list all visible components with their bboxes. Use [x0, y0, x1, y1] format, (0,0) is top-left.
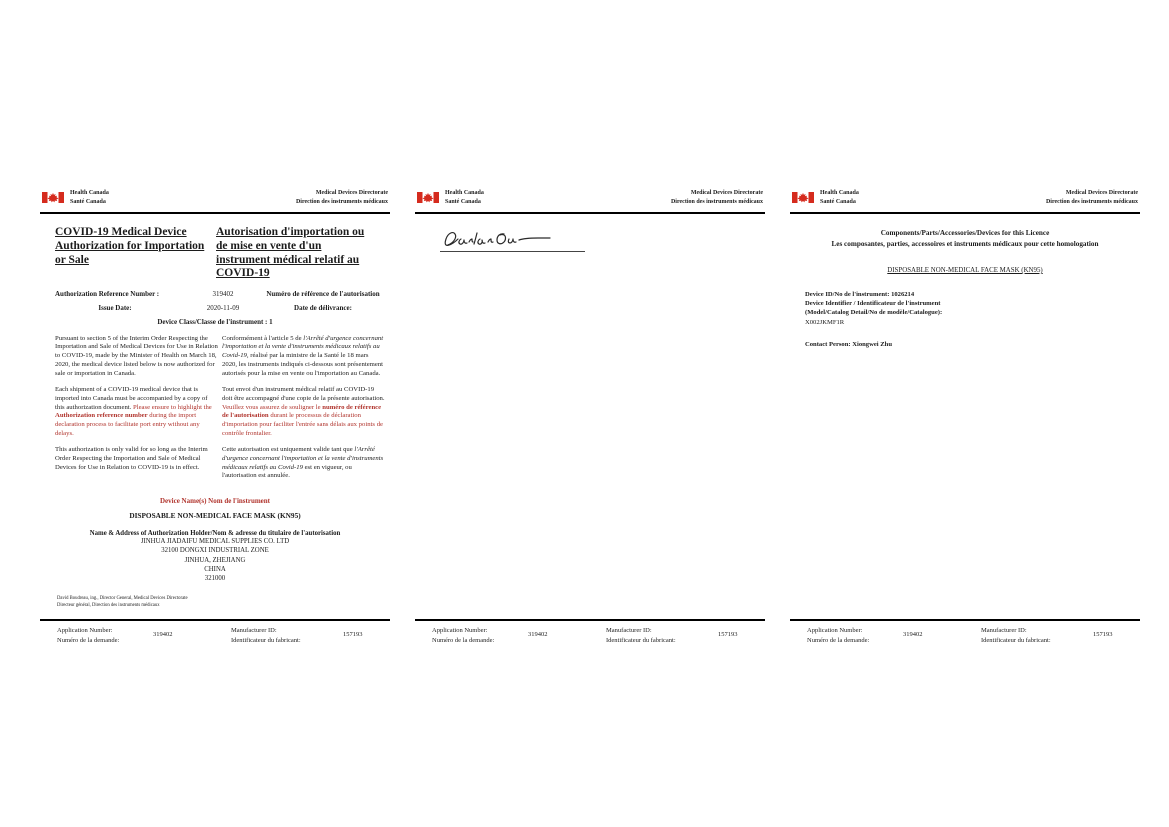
department-name — [70, 189, 109, 206]
model-label-line: (Model/Catalog Detail/No de modèle/Catalogue): — [805, 309, 943, 317]
directorate-name — [1046, 189, 1138, 206]
signing-officer-block — [40, 596, 390, 609]
application-number-value: 319402 — [903, 631, 923, 639]
contact-person-line: Contact Person: Xiongwei Zhu — [805, 340, 893, 348]
signing-officer-line-en: David Boudreau, ing., Director General, Medical Devices Directorate — [57, 596, 188, 602]
paragraph-fr-3: Cette autorisation est uniquement valide tant que l'Arrêté d'urgence concernant l'importation et la vente d'instruments médicaux relatifs au Covid-19 est en vigueur, ou l'autorisation est annulée. — [222, 445, 384, 480]
authorization-info — [40, 290, 390, 326]
device-identifier-line: Device Identifier / Identificateur de l'instrument — [805, 300, 941, 308]
paragraph-en-1: Pursuant to section 5 of the Interim Order Respecting the Importation and Sale of Medical Devices for Use in Relation to COVID-19, made by the Minister of Health on March 18, 2020, the medical device listed below is now authorized for sale or importation in Canada. — [55, 334, 218, 377]
holder-street: 32100 DONGXI INDUSTRIAL ZONE — [161, 547, 269, 555]
auth-ref-value: 319402 — [212, 289, 234, 298]
canada-flag-icon — [417, 192, 439, 203]
auth-ref-label-en: Authorization Reference Number : — [55, 289, 160, 298]
page2-footer — [415, 619, 765, 645]
device-name: DISPOSABLE NON-MEDICAL FACE MASK (KN95) — [129, 511, 301, 521]
model-value: X002JKMF1R — [805, 318, 845, 326]
holder-postal: 321000 — [204, 574, 226, 582]
manufacturer-id-label: Manufacturer ID: Identificateur du fabricant: — [231, 627, 301, 644]
component-device-name: DISPOSABLE NON-MEDICAL FACE MASK (KN95) — [887, 266, 1043, 274]
body-column-fr — [222, 335, 385, 489]
signature-image — [440, 227, 560, 251]
page1-footer — [40, 619, 390, 645]
directorate-name-en: Medical Devices Directorate — [690, 190, 763, 196]
application-number-label: Application Number: Numéro de la demande: — [57, 627, 120, 644]
page3-footer — [790, 619, 1140, 645]
paragraph-fr-1: Conformément à l'article 5 de l'Arrêté d'urgence concernant l'importation et la vente d'instruments médicaux relatifs au Covid-19, réalisé par la ministre de la Santé le 18 mars 2020, les instruments indiqués ci-dessous sont présentement autorisés pour la mise en vente ou l'importation au Canada. — [222, 334, 384, 377]
device-class-line: Device Class/Classe de l'instrument : 1 — [157, 317, 273, 326]
paragraph-en-3: This authorization is only valid for so long as the Interim Order Respecting the Importation and Sale of Medical Devices for Use in Relation to COVID-19 is in effect. — [55, 445, 208, 471]
manufacturer-id-label: Manufacturer ID: Identificateur du fabricant: — [606, 627, 676, 644]
directorate-name-fr: Direction des instruments médicaux — [670, 198, 763, 205]
body-text-columns — [40, 335, 390, 489]
manufacturer-id-value: 157193 — [343, 631, 363, 639]
issue-date-label-fr: Date de délivrance: — [294, 303, 352, 312]
department-name-en: Health Canada — [820, 190, 859, 196]
document-title-fr: Autorisation d'importation ou de mise en vente d'un instrument médical relatif au COVID-19 — [216, 226, 365, 280]
page2-header — [415, 185, 765, 214]
signature-line — [440, 227, 585, 252]
directorate-name — [296, 189, 388, 206]
page-authorization — [40, 185, 390, 645]
directorate-name-fr: Direction des instruments médicaux — [1045, 198, 1138, 205]
components-heading — [790, 228, 1140, 250]
department-name — [445, 189, 484, 206]
department-name — [820, 189, 859, 206]
application-number-label: Application Number: Numéro de la demande: — [807, 627, 870, 644]
page1-header — [40, 185, 390, 214]
department-name-fr: Santé Canada — [820, 198, 856, 205]
department-name-fr: Santé Canada — [445, 198, 481, 205]
directorate-name — [671, 189, 763, 206]
issue-date-row — [40, 304, 390, 312]
auth-ref-row — [40, 290, 390, 298]
department-name-en: Health Canada — [70, 190, 109, 196]
canada-flag-icon — [792, 192, 814, 203]
page-components — [790, 185, 1140, 645]
government-brand — [417, 189, 484, 206]
manufacturer-id-value: 157193 — [1093, 631, 1113, 639]
issue-date-value: 2020-11-09 — [206, 303, 240, 312]
directorate-name-en: Medical Devices Directorate — [315, 190, 388, 196]
holder-company: JINHUA JIADAIFU MEDICAL SUPPLIES CO. LTD — [140, 538, 290, 546]
device-detail-block — [790, 290, 1140, 327]
signing-officer-line-fr: Directeur général, Direction des instruments médicaux — [57, 602, 160, 608]
manufacturer-id-label: Manufacturer ID: Identificateur du fabricant: — [981, 627, 1051, 644]
page3-header — [790, 185, 1140, 214]
holder-country: CHINA — [204, 565, 226, 573]
issue-date-label-en: Issue Date: — [98, 303, 132, 312]
body-column-en — [55, 335, 218, 489]
components-heading-fr: Les composantes, parties, accessoires et instruments médicaux pour cette homologation — [831, 240, 1099, 249]
manufacturer-id-value: 157193 — [718, 631, 738, 639]
device-name-section-label: Device Name(s) Nom de l'instrument — [159, 497, 271, 506]
holder-city: JINHUA, ZHEJIANG — [184, 556, 246, 564]
paragraph-fr-2: Tout envoi d'un instrument médical relatif au COVID-19 doit être accompagné d'une copie de la présente autorisation. Veuillez vous assurez de souligner le numéro de référence de l'autorisation durant le processus de déclaration d'importation pour faciliter l'entrée sans délais aux points de contrôle frontalier. — [222, 385, 385, 438]
title-row — [40, 226, 390, 280]
device-id-line: Device ID/No de l'instrument: 1026214 — [805, 290, 915, 298]
government-brand — [42, 189, 109, 206]
holder-section-label: Name & Address of Authorization Holder/Nom & adresse du titulaire de l'autorisation — [89, 530, 341, 538]
paragraph-en-2: Each shipment of a COVID-19 medical device that is imported into Canada must be accompanied by a copy of this authorization document. Please ensure to highlight the Authorization reference number during the import declaration process to facilitate port entry without any delays. — [55, 385, 212, 438]
document-title-en: COVID-19 Medical Device Authorization for Importation or Sale — [55, 226, 205, 266]
auth-ref-label-fr: Numéro de référence de l'autorisation — [266, 289, 380, 298]
canada-flag-icon — [42, 192, 64, 203]
components-heading-en: Components/Parts/Accessories/Devices for this Licence — [880, 229, 1050, 238]
application-number-label: Application Number: Numéro de la demande: — [432, 627, 495, 644]
government-brand — [792, 189, 859, 206]
department-name-en: Health Canada — [445, 190, 484, 196]
department-name-fr: Santé Canada — [70, 198, 106, 205]
application-number-value: 319402 — [528, 631, 548, 639]
directorate-name-fr: Direction des instruments médicaux — [295, 198, 388, 205]
directorate-name-en: Medical Devices Directorate — [1065, 190, 1138, 196]
page-signature — [415, 185, 765, 645]
application-number-value: 319402 — [153, 631, 173, 639]
